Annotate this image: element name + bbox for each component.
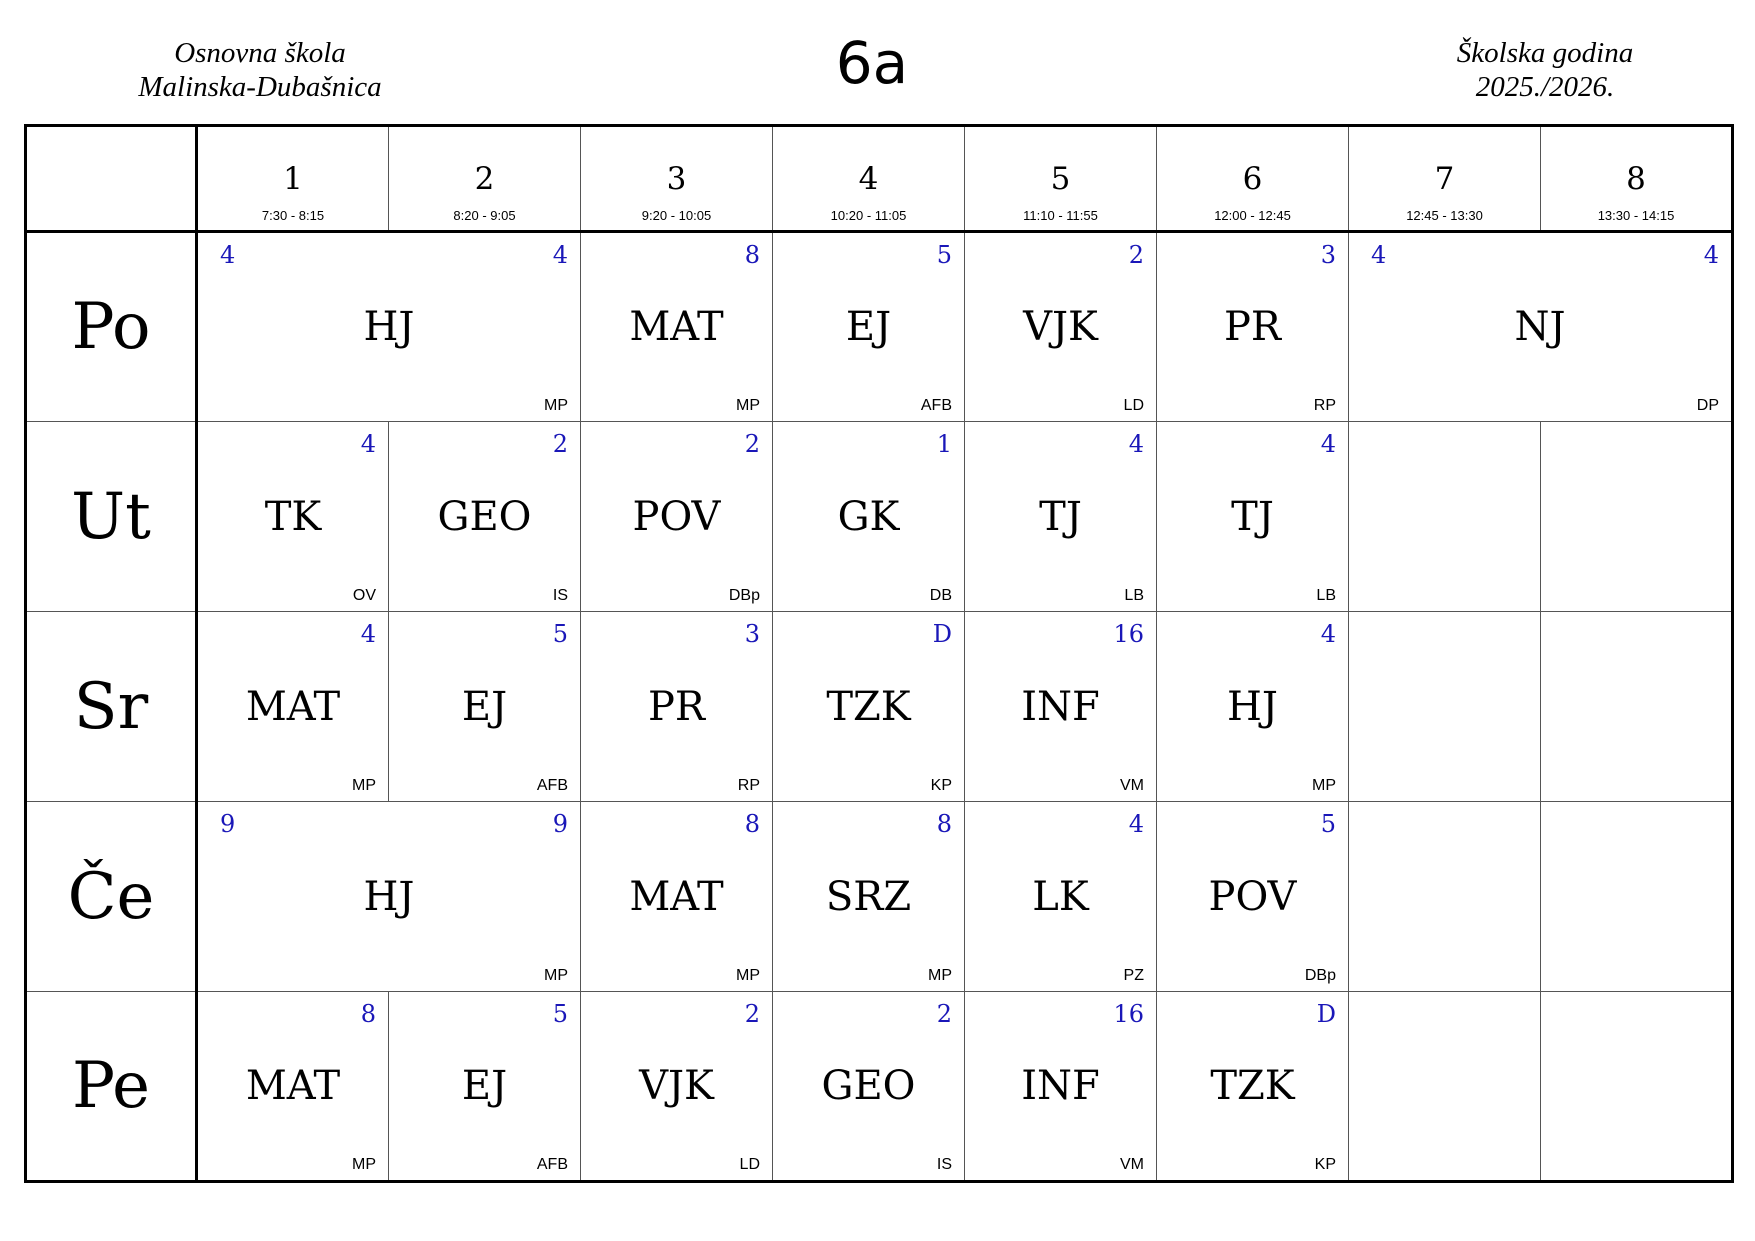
lesson-cell <box>1157 232 1349 422</box>
subject-name: GK <box>837 493 900 540</box>
classroom-number: 4 <box>360 620 376 648</box>
lesson-cell <box>197 232 581 422</box>
teacher-initials: MP <box>928 967 952 984</box>
lesson-cell <box>197 422 389 612</box>
lesson-cell <box>581 422 773 612</box>
period-number: 1 <box>283 161 303 197</box>
subject-name: TZK <box>1210 1063 1295 1109</box>
lesson-cell <box>1157 802 1349 992</box>
empty-lesson-cell <box>1349 422 1541 612</box>
subject-name: GEO <box>437 493 532 540</box>
lesson-cell <box>581 612 773 802</box>
classroom-number-left: 9 <box>220 810 236 838</box>
subject-name: MAT <box>629 304 724 350</box>
subject-name: MAT <box>245 683 341 730</box>
subject-name: POV <box>632 493 721 540</box>
classroom-number: 2 <box>744 430 760 458</box>
teacher-initials: PZ <box>1123 967 1144 984</box>
empty-lesson-cell <box>1541 612 1733 802</box>
period-time: 13:30 - 14:15 <box>1597 208 1675 223</box>
teacher-initials: MP <box>736 967 760 984</box>
classroom-number-left: 4 <box>220 241 236 269</box>
classroom-number: 4 <box>1320 620 1336 648</box>
teacher-initials: AFB <box>536 1156 568 1173</box>
corner-cell <box>26 126 197 232</box>
classroom-number: 4 <box>552 241 568 269</box>
lesson-cell <box>389 992 581 1182</box>
period-header <box>389 126 581 232</box>
subject-name: TJ <box>1231 493 1274 540</box>
classroom-number: 5 <box>552 1000 568 1028</box>
period-number: 2 <box>474 161 495 197</box>
classroom-number: 9 <box>552 810 568 838</box>
lesson-cell <box>1157 422 1349 612</box>
day-cell <box>26 802 197 992</box>
teacher-initials: MP <box>1312 777 1336 794</box>
lesson-cell <box>1157 612 1349 802</box>
day-row <box>26 612 1733 802</box>
subject-name: INF <box>1021 683 1100 730</box>
period-header <box>773 126 965 232</box>
subject-name: HJ <box>363 304 415 350</box>
teacher-initials: LD <box>739 1156 760 1173</box>
classroom-number: 2 <box>744 1000 760 1028</box>
lesson-cell <box>1157 992 1349 1182</box>
subject-name: HJ <box>1227 683 1278 730</box>
subject-name: TJ <box>1039 493 1082 540</box>
teacher-initials: VM <box>1120 777 1144 794</box>
teacher-initials: IS <box>936 1156 952 1173</box>
period-header <box>1157 126 1349 232</box>
lesson-cell <box>965 422 1157 612</box>
subject-name: POV <box>1208 873 1297 920</box>
empty-lesson-cell <box>1541 992 1733 1182</box>
teacher-initials: MP <box>352 777 376 794</box>
lesson-cell <box>773 802 965 992</box>
classroom-number: 4 <box>1320 430 1336 458</box>
day-cell <box>26 422 197 612</box>
period-number: 4 <box>858 161 879 197</box>
day-name: Sr <box>73 669 149 744</box>
period-number: 5 <box>1050 161 1071 197</box>
day-row <box>26 802 1733 992</box>
period-header-row <box>26 126 1733 232</box>
teacher-initials: VM <box>1120 1156 1144 1173</box>
subject-name: TK <box>264 493 322 540</box>
classroom-number: 4 <box>360 430 376 458</box>
teacher-initials: KP <box>1314 1156 1336 1173</box>
day-cell <box>26 992 197 1182</box>
teacher-initials: OV <box>352 587 376 604</box>
period-number: 8 <box>1626 161 1646 197</box>
teacher-initials: RP <box>1313 397 1336 414</box>
lesson-cell <box>773 232 965 422</box>
lesson-cell <box>965 802 1157 992</box>
lesson-cell <box>581 232 773 422</box>
period-time: 8:20 - 9:05 <box>453 208 516 223</box>
empty-lesson-cell <box>1541 422 1733 612</box>
period-time: 12:00 - 12:45 <box>1214 208 1291 223</box>
teacher-initials: MP <box>736 397 760 414</box>
lesson-cell <box>389 612 581 802</box>
classroom-number: 16 <box>1113 1000 1144 1028</box>
teacher-initials: DBp <box>728 587 760 604</box>
period-header <box>965 126 1157 232</box>
classroom-number: 3 <box>1320 241 1336 269</box>
classroom-number: 5 <box>936 241 952 269</box>
classroom-number: 8 <box>744 241 760 269</box>
lesson-cell <box>581 802 773 992</box>
classroom-number: D <box>1316 1000 1336 1028</box>
classroom-number: 2 <box>552 430 568 458</box>
lesson-cell <box>1349 232 1733 422</box>
school-year <box>1385 36 1705 104</box>
teacher-initials: MP <box>544 397 568 414</box>
school-name <box>100 36 420 104</box>
subject-name: TZK <box>826 683 911 730</box>
lesson-cell <box>197 612 389 802</box>
subject-name: EJ <box>461 1063 508 1109</box>
classroom-number: 4 <box>1128 810 1144 838</box>
timetable <box>24 124 1734 1183</box>
period-time: 9:20 - 10:05 <box>641 208 712 223</box>
period-header <box>197 126 389 232</box>
day-row <box>26 422 1733 612</box>
teacher-initials: AFB <box>536 777 568 794</box>
teacher-initials: AFB <box>920 397 952 414</box>
teacher-initials: DP <box>1696 397 1719 414</box>
classroom-number: 8 <box>744 810 760 838</box>
classroom-number: 1 <box>936 430 952 458</box>
classroom-number-left: 4 <box>1371 241 1387 269</box>
day-cell <box>26 612 197 802</box>
lesson-cell <box>389 422 581 612</box>
day-cell <box>26 232 197 422</box>
school-name-line2: Malinska-Dubašnica <box>138 71 382 103</box>
subject-name: SRZ <box>825 873 912 920</box>
class-title: 6a <box>835 29 909 97</box>
school-year-line1: Školska godina <box>1456 37 1634 69</box>
lesson-cell <box>965 992 1157 1182</box>
period-time: 12:45 - 13:30 <box>1406 208 1483 223</box>
classroom-number: 8 <box>360 1000 376 1028</box>
subject-name: LK <box>1032 873 1089 920</box>
day-row <box>26 232 1733 422</box>
teacher-initials: MP <box>352 1156 376 1173</box>
lesson-cell <box>581 992 773 1182</box>
day-name: Ut <box>71 479 151 554</box>
classroom-number: 3 <box>744 620 760 648</box>
period-header <box>581 126 773 232</box>
subject-name: EJ <box>461 683 508 730</box>
subject-name: PR <box>1223 304 1282 350</box>
school-name-line1: Osnovna škola <box>174 37 346 69</box>
classroom-number: 5 <box>552 620 568 648</box>
classroom-number: 4 <box>1128 430 1144 458</box>
subject-name: MAT <box>629 873 724 920</box>
period-number: 3 <box>666 161 687 197</box>
period-time: 7:30 - 8:15 <box>261 208 325 223</box>
subject-name: NJ <box>1514 304 1566 350</box>
empty-lesson-cell <box>1349 992 1541 1182</box>
period-time: 10:20 - 11:05 <box>830 208 907 223</box>
lesson-cell <box>773 992 965 1182</box>
lesson-cell <box>965 612 1157 802</box>
teacher-initials: LB <box>1316 587 1336 604</box>
classroom-number: D <box>932 620 952 648</box>
subject-name: VJK <box>639 1063 714 1109</box>
subject-name: PR <box>647 683 706 730</box>
period-number: 6 <box>1242 161 1263 197</box>
period-number: 7 <box>1434 161 1455 197</box>
subject-name: HJ <box>363 873 415 920</box>
classroom-number: 5 <box>1320 810 1336 838</box>
teacher-initials: DB <box>929 587 952 604</box>
classroom-number: 2 <box>1128 241 1144 269</box>
empty-lesson-cell <box>1349 612 1541 802</box>
classroom-number: 4 <box>1703 241 1719 269</box>
teacher-initials: LB <box>1124 587 1144 604</box>
period-header <box>1349 126 1541 232</box>
subject-name: VJK <box>1023 304 1098 350</box>
day-row <box>26 992 1733 1182</box>
teacher-initials: DBp <box>1304 967 1336 984</box>
classroom-number: 8 <box>936 810 952 838</box>
teacher-initials: LD <box>1123 397 1144 414</box>
teacher-initials: IS <box>552 587 568 604</box>
lesson-cell <box>773 422 965 612</box>
classroom-number: 2 <box>936 1000 952 1028</box>
lesson-cell <box>197 802 581 992</box>
teacher-initials: MP <box>544 967 568 984</box>
empty-lesson-cell <box>1349 802 1541 992</box>
school-year-line2: 2025./2026. <box>1475 71 1615 103</box>
day-name: Po <box>71 290 151 364</box>
lesson-cell <box>965 232 1157 422</box>
period-header <box>1541 126 1733 232</box>
period-time: 11:10 - 11:55 <box>1023 208 1098 223</box>
subject-name: EJ <box>845 304 892 350</box>
teacher-initials: KP <box>930 777 952 794</box>
classroom-number: 16 <box>1113 620 1144 648</box>
lesson-cell <box>773 612 965 802</box>
subject-name: MAT <box>245 1063 341 1109</box>
lesson-cell <box>197 992 389 1182</box>
subject-name: GEO <box>821 1063 916 1109</box>
empty-lesson-cell <box>1541 802 1733 992</box>
subject-name: INF <box>1021 1063 1100 1109</box>
day-name: Če <box>67 859 155 934</box>
day-name: Pe <box>71 1049 151 1123</box>
teacher-initials: RP <box>737 777 760 794</box>
